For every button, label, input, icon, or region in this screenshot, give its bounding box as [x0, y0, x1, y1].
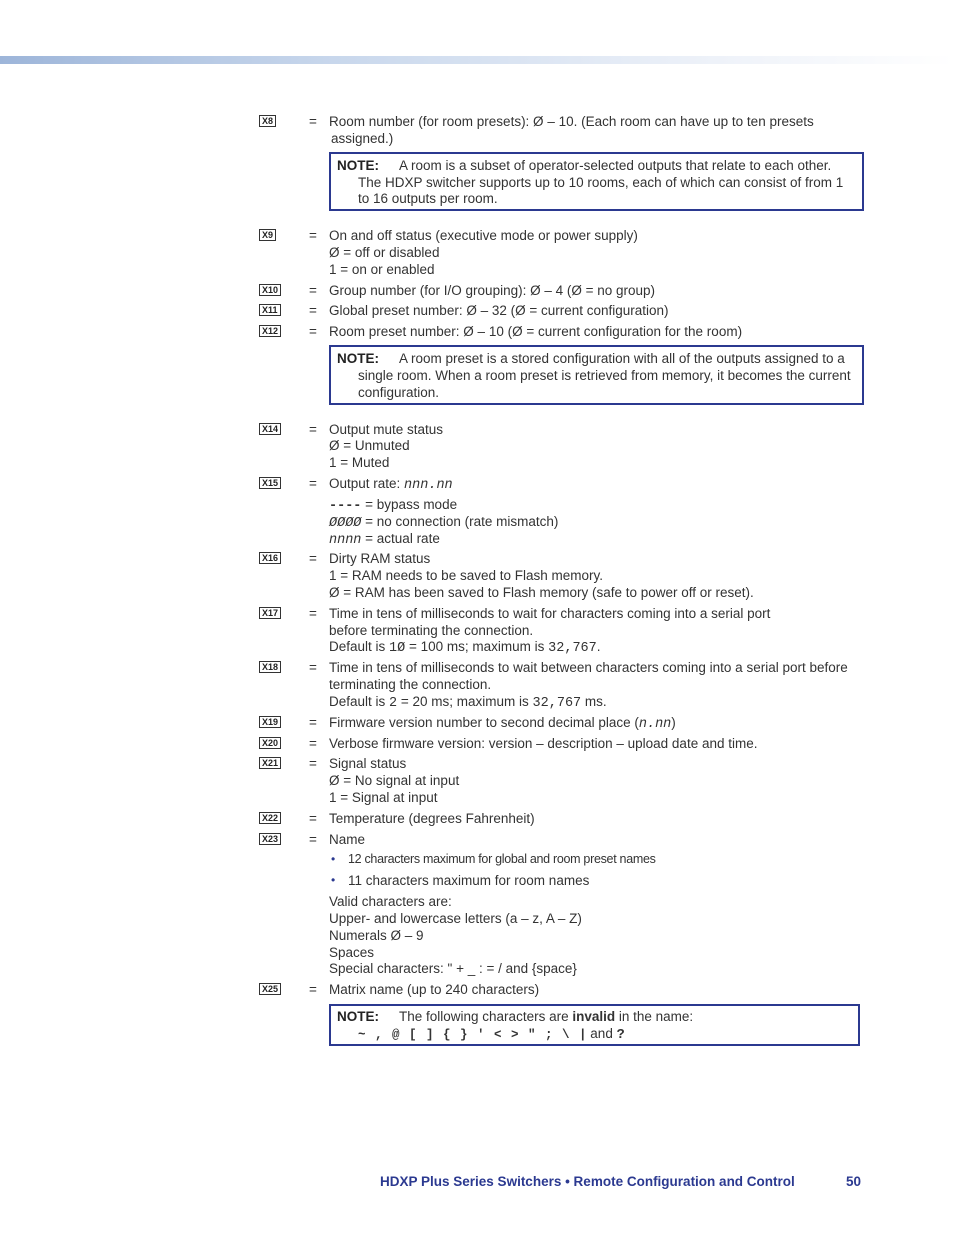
equals-sign: =	[309, 660, 317, 675]
variable-tag-x16: X16	[259, 552, 281, 564]
valid-chars-line2: Upper- and lowercase letters (a – z, A – Z)	[329, 911, 582, 926]
equals-sign: =	[309, 422, 317, 437]
equals-sign: =	[309, 476, 317, 491]
x23-desc-line1: Name	[329, 832, 366, 847]
equals-sign: =	[309, 756, 317, 771]
variable-tag-x8: X8	[259, 115, 276, 127]
x21-desc-line1: Signal status	[329, 756, 407, 771]
x14-desc-line2: Ø = Unmuted	[329, 438, 410, 453]
note-text-line3: configuration.	[358, 385, 440, 400]
x18-desc-line3: Default is 2 = 20 ms; maximum is 32,767 ms.	[329, 694, 607, 711]
code-value: ----	[329, 499, 362, 514]
x14-desc-line1: Output mute status	[329, 422, 444, 437]
note-text-line3: to 16 outputs per room.	[358, 191, 498, 206]
code-value: 1Ø	[389, 641, 406, 656]
note-text-line1: A room is a subset of operator-selected outputs that relate to each other.	[399, 158, 832, 173]
code-value: ØØØØ	[329, 516, 362, 531]
equals-sign: =	[309, 228, 317, 243]
x17-desc-line3: Default is 1Ø = 100 ms; maximum is 32,767.	[329, 639, 601, 656]
equals-sign: =	[309, 324, 317, 339]
variable-tag-x15: X15	[259, 477, 281, 489]
page-number: 50	[846, 1174, 862, 1189]
footer-title: HDXP Plus Series Switchers • Remote Configuration and Control	[380, 1174, 795, 1189]
equals-sign: =	[309, 303, 317, 318]
code-value: n.nn	[638, 717, 672, 732]
equals-sign: =	[309, 606, 317, 621]
bullet-item: 11 characters maximum for room names	[348, 873, 590, 888]
x16-desc-line1: Dirty RAM status	[329, 551, 431, 566]
equals-sign: =	[309, 715, 317, 730]
note-box-invalid-chars	[329, 1004, 860, 1046]
code-value: 2	[389, 696, 398, 711]
variable-tag-x25: X25	[259, 983, 281, 995]
note-box-room-preset	[329, 345, 864, 405]
x14-desc-line3: 1 = Muted	[329, 455, 390, 470]
header-bar	[0, 56, 954, 64]
note-text-line1: The following characters are invalid in the name:	[399, 1009, 694, 1024]
note-label: NOTE:	[337, 158, 379, 173]
note-text-line2: ~ , @ [ ] { } ' < > " ; \ | and ?	[358, 1026, 625, 1043]
valid-chars-line3: Numerals Ø – 9	[329, 928, 424, 943]
equals-sign: =	[309, 811, 317, 826]
note-box-rooms	[329, 152, 864, 211]
note-text-line2: The HDXP switcher supports up to 10 rooms, each of which can consist of from 1	[358, 175, 844, 190]
x15-desc-line4: nnnn = actual rate	[329, 531, 440, 548]
code-value: nnnn	[329, 533, 362, 548]
equals-sign: =	[309, 551, 317, 566]
equals-sign: =	[309, 736, 317, 751]
variable-tag-x14: X14	[259, 423, 281, 435]
note-label: NOTE:	[337, 1009, 379, 1024]
x21-desc-line3: 1 = Signal at input	[329, 790, 438, 805]
x16-desc-line3: Ø = RAM has been saved to Flash memory (safe to power off or reset).	[329, 585, 754, 600]
valid-chars-line1: Valid characters are:	[329, 894, 452, 909]
x21-desc-line2: Ø = No signal at input	[329, 773, 460, 788]
valid-chars-line4: Spaces	[329, 945, 375, 960]
variable-tag-x22: X22	[259, 812, 281, 824]
x10-desc-line1: Group number (for I/O grouping): Ø – 4 (Ø = no group)	[329, 283, 656, 298]
x22-desc-line1: Temperature (degrees Fahrenheit)	[329, 811, 535, 826]
note-label: NOTE:	[337, 351, 379, 366]
variable-tag-x17: X17	[259, 607, 281, 619]
code-value: nnn.nn	[404, 478, 453, 493]
variable-tag-x9: X9	[259, 229, 276, 241]
bullet-item: 12 characters maximum for global and room preset names	[348, 852, 656, 866]
x19-desc-line1: Firmware version number to second decimal place (n.nn)	[329, 715, 676, 732]
x12-desc-line1: Room preset number: Ø – 10 (Ø = current configuration for the room)	[329, 324, 743, 339]
x8-desc-line1: Room number (for room presets): Ø – 10. (Each room can have up to ten presets	[329, 114, 814, 129]
x25-desc-line1: Matrix name (up to 240 characters)	[329, 982, 540, 997]
equals-sign: =	[309, 982, 317, 997]
equals-sign: =	[309, 114, 317, 129]
invalid-chars-list: ~ , @ [ ] { } ' < > " ; \ |	[358, 1028, 587, 1042]
equals-sign: =	[309, 832, 317, 847]
bullet-icon: •	[331, 873, 336, 887]
variable-tag-x23: X23	[259, 833, 281, 845]
variable-tag-x21: X21	[259, 757, 281, 769]
variable-tag-x12: X12	[259, 325, 281, 337]
variable-tag-x11: X11	[259, 304, 281, 316]
x18-desc-line1: Time in tens of milliseconds to wait between characters coming into a serial port before	[329, 660, 848, 675]
code-value: 32,767	[548, 641, 597, 656]
note-text-line2: single room. When a room preset is retrieved from memory, it becomes the current	[358, 368, 851, 383]
x11-desc-line1: Global preset number: Ø – 32 (Ø = current configuration)	[329, 303, 669, 318]
x20-desc-line1: Verbose firmware version: version – description – upload date and time.	[329, 736, 758, 751]
x15-desc-line1: Output rate: nnn.nn	[329, 476, 453, 493]
x9-desc-line1: On and off status (executive mode or power supply)	[329, 228, 638, 243]
x15-desc-line3: ØØØØ = no connection (rate mismatch)	[329, 514, 559, 531]
variable-tag-x18: X18	[259, 661, 281, 673]
code-value: 32,767	[532, 696, 582, 711]
x17-desc-line2: before terminating the connection.	[329, 623, 534, 638]
equals-sign: =	[309, 283, 317, 298]
x9-desc-line3: 1 = on or enabled	[329, 262, 435, 277]
bullet-icon: •	[331, 852, 336, 866]
variable-tag-x19: X19	[259, 716, 281, 728]
variable-tag-x20: X20	[259, 737, 281, 749]
x16-desc-line2: 1 = RAM needs to be saved to Flash memory.	[329, 568, 604, 583]
x15-desc-line2: ---- = bypass mode	[329, 497, 458, 514]
x17-desc-line1: Time in tens of milliseconds to wait for characters coming into a serial port	[329, 606, 771, 621]
x8-desc-line2: assigned.)	[331, 131, 394, 146]
x9-desc-line2: Ø = off or disabled	[329, 245, 440, 260]
x18-desc-line2: terminating the connection.	[329, 677, 492, 692]
variable-tag-x10: X10	[259, 284, 281, 296]
valid-chars-line5: Special characters: " + _ : = / and {space}	[329, 961, 577, 976]
note-text-line1: A room preset is a stored configuration with all of the outputs assigned to a	[399, 351, 845, 366]
